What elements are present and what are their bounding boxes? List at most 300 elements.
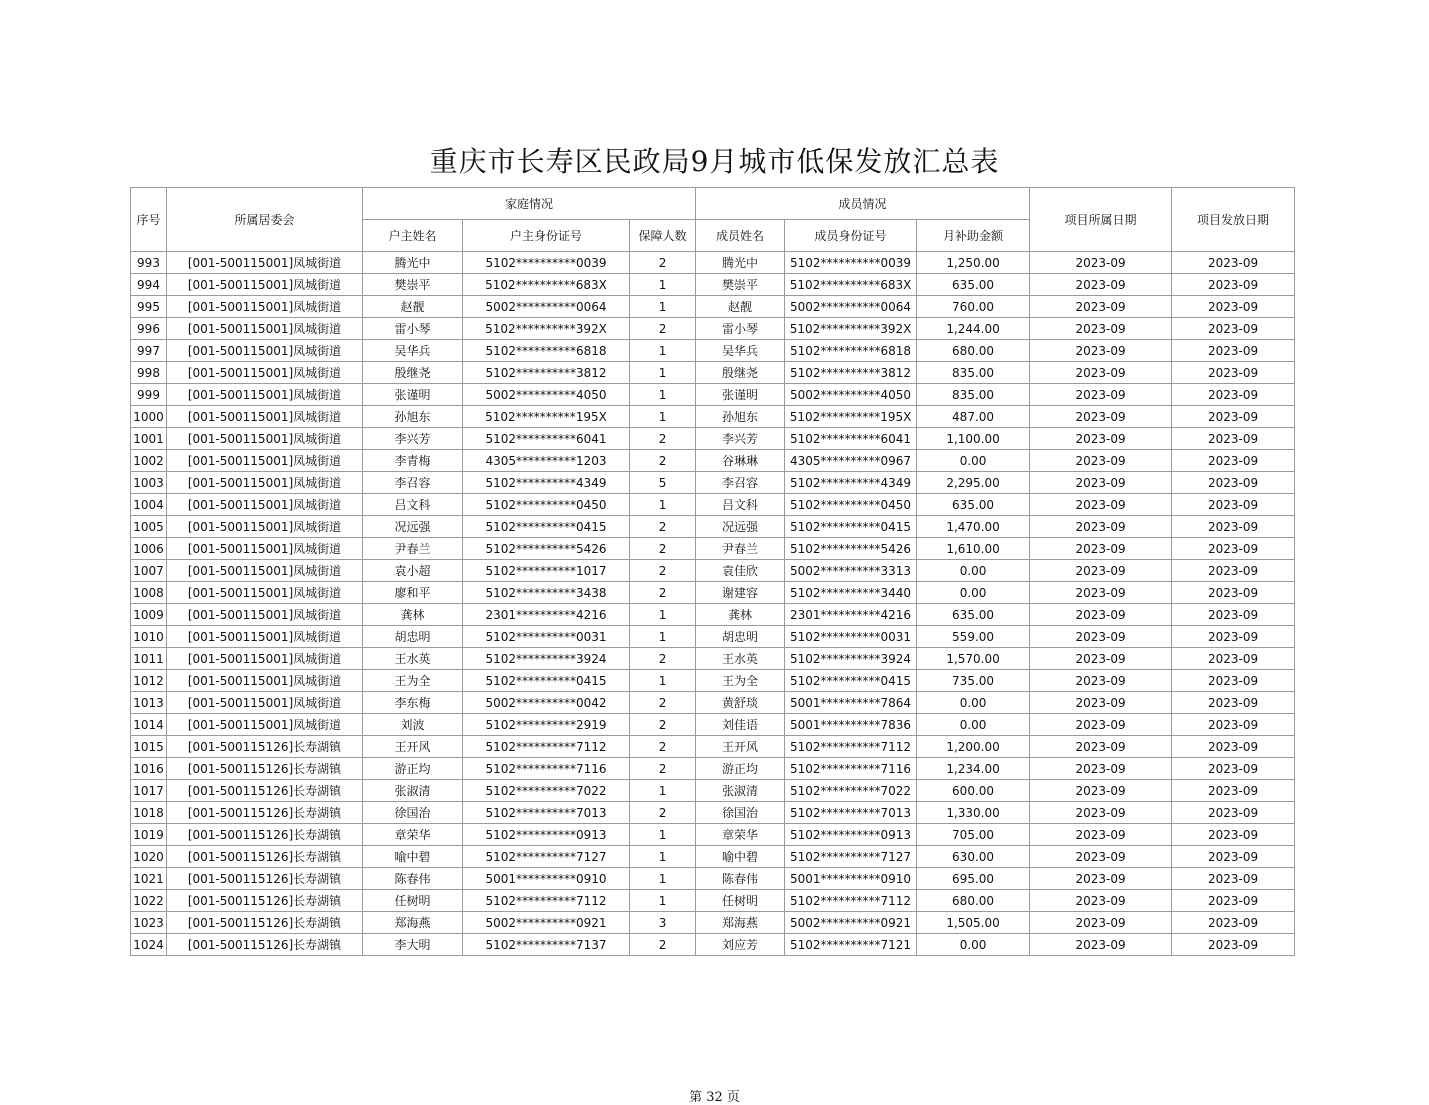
committee-cell: [001-500115001]凤城街道 [167,296,363,318]
seq-cell: 1014 [131,714,167,736]
table-row [131,252,1295,274]
subsidy-cell: 1,244.00 [917,318,1030,340]
subsidy-cell: 0.00 [917,560,1030,582]
member-id-cell: 5102**********4349 [785,472,917,494]
seq-cell: 1009 [131,604,167,626]
committee-cell: [001-500115001]凤城街道 [167,472,363,494]
table-row [131,868,1295,890]
head-id-cell: 5102**********7137 [463,934,630,956]
committee-cell: [001-500115001]凤城街道 [167,406,363,428]
committee-cell: [001-500115001]凤城街道 [167,538,363,560]
table-row [131,692,1295,714]
subsidy-cell: 630.00 [917,846,1030,868]
member-name-cell: 王开风 [696,736,785,758]
member-name-cell: 任树明 [696,890,785,912]
head-id-cell: 5102**********0913 [463,824,630,846]
covered-cell: 1 [630,868,696,890]
issue-date-cell: 2023-09 [1172,582,1295,604]
header-seq: 序号 [131,188,167,252]
project-date-cell: 2023-09 [1030,538,1172,560]
table-row [131,824,1295,846]
table-row [131,296,1295,318]
head-id-cell: 5102**********0415 [463,516,630,538]
covered-cell: 2 [630,934,696,956]
covered-cell: 1 [630,890,696,912]
table-row [131,626,1295,648]
member-id-cell: 5102**********0031 [785,626,917,648]
subsidy-cell: 1,100.00 [917,428,1030,450]
head-name-cell: 腾光中 [363,252,463,274]
member-id-cell: 5102**********0450 [785,494,917,516]
header-committee: 所属居委会 [167,188,363,252]
member-name-cell: 陈春伟 [696,868,785,890]
head-name-cell: 徐国治 [363,802,463,824]
header-family-group: 家庭情况 [363,188,696,220]
project-date-cell: 2023-09 [1030,604,1172,626]
header-covered: 保障人数 [630,220,696,252]
member-name-cell: 李兴芳 [696,428,785,450]
relief-summary-table [130,187,1295,956]
issue-date-cell: 2023-09 [1172,296,1295,318]
project-date-cell: 2023-09 [1030,626,1172,648]
committee-cell: [001-500115001]凤城街道 [167,252,363,274]
header-subsidy: 月补助金额 [917,220,1030,252]
member-id-cell: 5102**********7022 [785,780,917,802]
table-row [131,340,1295,362]
project-date-cell: 2023-09 [1030,736,1172,758]
covered-cell: 1 [630,670,696,692]
covered-cell: 1 [630,362,696,384]
committee-cell: [001-500115126]长寿湖镇 [167,934,363,956]
committee-cell: [001-500115126]长寿湖镇 [167,802,363,824]
seq-cell: 1006 [131,538,167,560]
committee-cell: [001-500115001]凤城街道 [167,516,363,538]
subsidy-cell: 600.00 [917,780,1030,802]
project-date-cell: 2023-09 [1030,582,1172,604]
table-row [131,406,1295,428]
project-date-cell: 2023-09 [1030,912,1172,934]
table-body [131,252,1295,956]
table-row [131,934,1295,956]
issue-date-cell: 2023-09 [1172,406,1295,428]
committee-cell: [001-500115001]凤城街道 [167,582,363,604]
seq-cell: 1013 [131,692,167,714]
covered-cell: 1 [630,384,696,406]
committee-cell: [001-500115126]长寿湖镇 [167,824,363,846]
member-name-cell: 刘佳语 [696,714,785,736]
head-id-cell: 5102**********7022 [463,780,630,802]
issue-date-cell: 2023-09 [1172,252,1295,274]
table-row [131,384,1295,406]
head-id-cell: 5102**********3812 [463,362,630,384]
seq-cell: 1018 [131,802,167,824]
project-date-cell: 2023-09 [1030,692,1172,714]
seq-cell: 1022 [131,890,167,912]
subsidy-cell: 695.00 [917,868,1030,890]
member-id-cell: 5102**********3812 [785,362,917,384]
project-date-cell: 2023-09 [1030,890,1172,912]
head-id-cell: 5002**********0921 [463,912,630,934]
project-date-cell: 2023-09 [1030,318,1172,340]
project-date-cell: 2023-09 [1030,252,1172,274]
head-name-cell: 刘波 [363,714,463,736]
project-date-cell: 2023-09 [1030,824,1172,846]
committee-cell: [001-500115001]凤城街道 [167,670,363,692]
head-name-cell: 郑海燕 [363,912,463,934]
project-date-cell: 2023-09 [1030,472,1172,494]
member-name-cell: 张淑清 [696,780,785,802]
head-id-cell: 5102**********0415 [463,670,630,692]
table-row [131,912,1295,934]
head-id-cell: 5102**********3924 [463,648,630,670]
member-name-cell: 徐国治 [696,802,785,824]
issue-date-cell: 2023-09 [1172,780,1295,802]
table-row [131,648,1295,670]
subsidy-cell: 705.00 [917,824,1030,846]
head-name-cell: 王开风 [363,736,463,758]
seq-cell: 1011 [131,648,167,670]
member-id-cell: 5102**********5426 [785,538,917,560]
issue-date-cell: 2023-09 [1172,538,1295,560]
project-date-cell: 2023-09 [1030,758,1172,780]
subsidy-cell: 487.00 [917,406,1030,428]
seq-cell: 1003 [131,472,167,494]
table-row [131,714,1295,736]
head-id-cell: 5102**********7112 [463,890,630,912]
member-name-cell: 吴华兵 [696,340,785,362]
head-id-cell: 5102**********0039 [463,252,630,274]
member-id-cell: 5102**********7112 [785,736,917,758]
member-id-cell: 5102**********6041 [785,428,917,450]
issue-date-cell: 2023-09 [1172,692,1295,714]
committee-cell: [001-500115001]凤城街道 [167,626,363,648]
member-name-cell: 尹春兰 [696,538,785,560]
header-member-id: 成员身份证号 [785,220,917,252]
head-id-cell: 5102**********4349 [463,472,630,494]
member-name-cell: 李召容 [696,472,785,494]
covered-cell: 2 [630,714,696,736]
head-id-cell: 5102**********0450 [463,494,630,516]
project-date-cell: 2023-09 [1030,670,1172,692]
committee-cell: [001-500115001]凤城街道 [167,340,363,362]
issue-date-cell: 2023-09 [1172,890,1295,912]
head-id-cell: 5102**********6818 [463,340,630,362]
member-id-cell: 5002**********3313 [785,560,917,582]
table-row [131,472,1295,494]
seq-cell: 1017 [131,780,167,802]
issue-date-cell: 2023-09 [1172,274,1295,296]
member-id-cell: 5102**********7112 [785,890,917,912]
head-name-cell: 殷继尧 [363,362,463,384]
covered-cell: 1 [630,780,696,802]
head-name-cell: 吕文科 [363,494,463,516]
table-row [131,274,1295,296]
committee-cell: [001-500115001]凤城街道 [167,428,363,450]
seq-cell: 1008 [131,582,167,604]
member-id-cell: 5002**********4050 [785,384,917,406]
member-id-cell: 5102**********0039 [785,252,917,274]
head-id-cell: 5102**********0031 [463,626,630,648]
member-name-cell: 袁佳欣 [696,560,785,582]
table-row [131,318,1295,340]
project-date-cell: 2023-09 [1030,934,1172,956]
subsidy-cell: 680.00 [917,340,1030,362]
member-id-cell: 5102**********7013 [785,802,917,824]
issue-date-cell: 2023-09 [1172,516,1295,538]
covered-cell: 2 [630,538,696,560]
table-row [131,758,1295,780]
head-id-cell: 5102**********7116 [463,758,630,780]
member-name-cell: 郑海燕 [696,912,785,934]
issue-date-cell: 2023-09 [1172,560,1295,582]
member-name-cell: 樊崇平 [696,274,785,296]
head-id-cell: 2301**********4216 [463,604,630,626]
member-id-cell: 5102**********0415 [785,670,917,692]
member-id-cell: 5001**********7836 [785,714,917,736]
member-id-cell: 5102**********0415 [785,516,917,538]
head-name-cell: 张谨明 [363,384,463,406]
covered-cell: 1 [630,626,696,648]
member-name-cell: 胡忠明 [696,626,785,648]
subsidy-cell: 735.00 [917,670,1030,692]
project-date-cell: 2023-09 [1030,868,1172,890]
covered-cell: 5 [630,472,696,494]
head-id-cell: 5102**********392X [463,318,630,340]
head-name-cell: 陈春伟 [363,868,463,890]
issue-date-cell: 2023-09 [1172,384,1295,406]
covered-cell: 2 [630,692,696,714]
project-date-cell: 2023-09 [1030,362,1172,384]
member-id-cell: 5102**********7116 [785,758,917,780]
head-name-cell: 袁小超 [363,560,463,582]
subsidy-cell: 1,610.00 [917,538,1030,560]
table-row [131,780,1295,802]
seq-cell: 996 [131,318,167,340]
member-id-cell: 4305**********0967 [785,450,917,472]
project-date-cell: 2023-09 [1030,274,1172,296]
covered-cell: 1 [630,824,696,846]
covered-cell: 2 [630,758,696,780]
committee-cell: [001-500115001]凤城街道 [167,450,363,472]
header-member-group: 成员情况 [696,188,1030,220]
member-name-cell: 雷小琴 [696,318,785,340]
covered-cell: 2 [630,450,696,472]
seq-cell: 995 [131,296,167,318]
project-date-cell: 2023-09 [1030,560,1172,582]
seq-cell: 999 [131,384,167,406]
committee-cell: [001-500115001]凤城街道 [167,362,363,384]
head-id-cell: 5102**********683X [463,274,630,296]
committee-cell: [001-500115126]长寿湖镇 [167,868,363,890]
seq-cell: 1012 [131,670,167,692]
head-id-cell: 5001**********0910 [463,868,630,890]
issue-date-cell: 2023-09 [1172,340,1295,362]
subsidy-cell: 559.00 [917,626,1030,648]
seq-cell: 1021 [131,868,167,890]
committee-cell: [001-500115001]凤城街道 [167,560,363,582]
seq-cell: 1020 [131,846,167,868]
head-name-cell: 章荣华 [363,824,463,846]
head-id-cell: 5102**********3438 [463,582,630,604]
seq-cell: 1001 [131,428,167,450]
seq-cell: 1016 [131,758,167,780]
covered-cell: 2 [630,648,696,670]
head-name-cell: 李青梅 [363,450,463,472]
issue-date-cell: 2023-09 [1172,648,1295,670]
head-id-cell: 5102**********6041 [463,428,630,450]
covered-cell: 1 [630,406,696,428]
project-date-cell: 2023-09 [1030,648,1172,670]
committee-cell: [001-500115126]长寿湖镇 [167,846,363,868]
member-id-cell: 5102**********683X [785,274,917,296]
committee-cell: [001-500115001]凤城街道 [167,318,363,340]
table-row [131,450,1295,472]
project-date-cell: 2023-09 [1030,802,1172,824]
seq-cell: 1005 [131,516,167,538]
covered-cell: 2 [630,736,696,758]
subsidy-cell: 1,470.00 [917,516,1030,538]
subsidy-cell: 0.00 [917,692,1030,714]
project-date-cell: 2023-09 [1030,296,1172,318]
member-id-cell: 5102**********3440 [785,582,917,604]
project-date-cell: 2023-09 [1030,406,1172,428]
committee-cell: [001-500115001]凤城街道 [167,274,363,296]
table-row [131,516,1295,538]
subsidy-cell: 635.00 [917,274,1030,296]
document-title: 重庆市长寿区民政局9月城市低保发放汇总表 [429,145,1000,178]
seq-cell: 994 [131,274,167,296]
table-row [131,802,1295,824]
head-id-cell: 5102**********195X [463,406,630,428]
table-row [131,582,1295,604]
member-id-cell: 5102**********3924 [785,648,917,670]
subsidy-cell: 1,250.00 [917,252,1030,274]
member-name-cell: 龚林 [696,604,785,626]
issue-date-cell: 2023-09 [1172,428,1295,450]
table-row [131,560,1295,582]
subsidy-cell: 0.00 [917,934,1030,956]
member-name-cell: 王为全 [696,670,785,692]
head-name-cell: 赵靓 [363,296,463,318]
issue-date-cell: 2023-09 [1172,802,1295,824]
seq-cell: 1010 [131,626,167,648]
head-name-cell: 尹春兰 [363,538,463,560]
seq-cell: 997 [131,340,167,362]
head-name-cell: 龚林 [363,604,463,626]
member-id-cell: 5102**********7127 [785,846,917,868]
subsidy-cell: 635.00 [917,604,1030,626]
head-name-cell: 孙旭东 [363,406,463,428]
head-name-cell: 吴华兵 [363,340,463,362]
table-row [131,670,1295,692]
subsidy-cell: 2,295.00 [917,472,1030,494]
seq-cell: 1000 [131,406,167,428]
issue-date-cell: 2023-09 [1172,318,1295,340]
committee-cell: [001-500115001]凤城街道 [167,604,363,626]
member-id-cell: 5001**********7864 [785,692,917,714]
head-id-cell: 5102**********7112 [463,736,630,758]
issue-date-cell: 2023-09 [1172,824,1295,846]
head-name-cell: 胡忠明 [363,626,463,648]
table-row [131,494,1295,516]
covered-cell: 1 [630,340,696,362]
head-name-cell: 樊崇平 [363,274,463,296]
issue-date-cell: 2023-09 [1172,714,1295,736]
table-row [131,362,1295,384]
subsidy-cell: 1,330.00 [917,802,1030,824]
head-name-cell: 雷小琴 [363,318,463,340]
subsidy-cell: 680.00 [917,890,1030,912]
seq-cell: 993 [131,252,167,274]
subsidy-cell: 0.00 [917,582,1030,604]
head-name-cell: 王为全 [363,670,463,692]
covered-cell: 1 [630,604,696,626]
issue-date-cell: 2023-09 [1172,912,1295,934]
header-head-id: 户主身份证号 [463,220,630,252]
seq-cell: 1015 [131,736,167,758]
head-id-cell: 5002**********0042 [463,692,630,714]
subsidy-cell: 1,570.00 [917,648,1030,670]
committee-cell: [001-500115001]凤城街道 [167,692,363,714]
covered-cell: 2 [630,582,696,604]
seq-cell: 1007 [131,560,167,582]
subsidy-cell: 635.00 [917,494,1030,516]
head-id-cell: 5102**********1017 [463,560,630,582]
seq-cell: 1002 [131,450,167,472]
committee-cell: [001-500115126]长寿湖镇 [167,758,363,780]
head-id-cell: 5102**********7127 [463,846,630,868]
seq-cell: 998 [131,362,167,384]
head-name-cell: 李召容 [363,472,463,494]
member-id-cell: 5102**********6818 [785,340,917,362]
table-row [131,890,1295,912]
header-issue-date: 项目发放日期 [1172,188,1295,252]
table-row [131,538,1295,560]
head-name-cell: 喻中碧 [363,846,463,868]
project-date-cell: 2023-09 [1030,846,1172,868]
subsidy-cell: 835.00 [917,362,1030,384]
issue-date-cell: 2023-09 [1172,362,1295,384]
covered-cell: 2 [630,802,696,824]
issue-date-cell: 2023-09 [1172,670,1295,692]
table-header [131,188,1295,252]
issue-date-cell: 2023-09 [1172,450,1295,472]
table-row [131,604,1295,626]
member-name-cell: 赵靓 [696,296,785,318]
member-id-cell: 2301**********4216 [785,604,917,626]
committee-cell: [001-500115001]凤城街道 [167,384,363,406]
header-member-name: 成员姓名 [696,220,785,252]
member-id-cell: 5102**********7121 [785,934,917,956]
member-id-cell: 5001**********0910 [785,868,917,890]
seq-cell: 1019 [131,824,167,846]
member-id-cell: 5102**********392X [785,318,917,340]
issue-date-cell: 2023-09 [1172,758,1295,780]
subsidy-cell: 1,234.00 [917,758,1030,780]
member-name-cell: 游正均 [696,758,785,780]
head-id-cell: 5102**********2919 [463,714,630,736]
committee-cell: [001-500115001]凤城街道 [167,648,363,670]
issue-date-cell: 2023-09 [1172,868,1295,890]
subsidy-cell: 1,200.00 [917,736,1030,758]
issue-date-cell: 2023-09 [1172,626,1295,648]
covered-cell: 2 [630,318,696,340]
head-name-cell: 廖和平 [363,582,463,604]
project-date-cell: 2023-09 [1030,450,1172,472]
project-date-cell: 2023-09 [1030,340,1172,362]
project-date-cell: 2023-09 [1030,780,1172,802]
head-name-cell: 李大明 [363,934,463,956]
